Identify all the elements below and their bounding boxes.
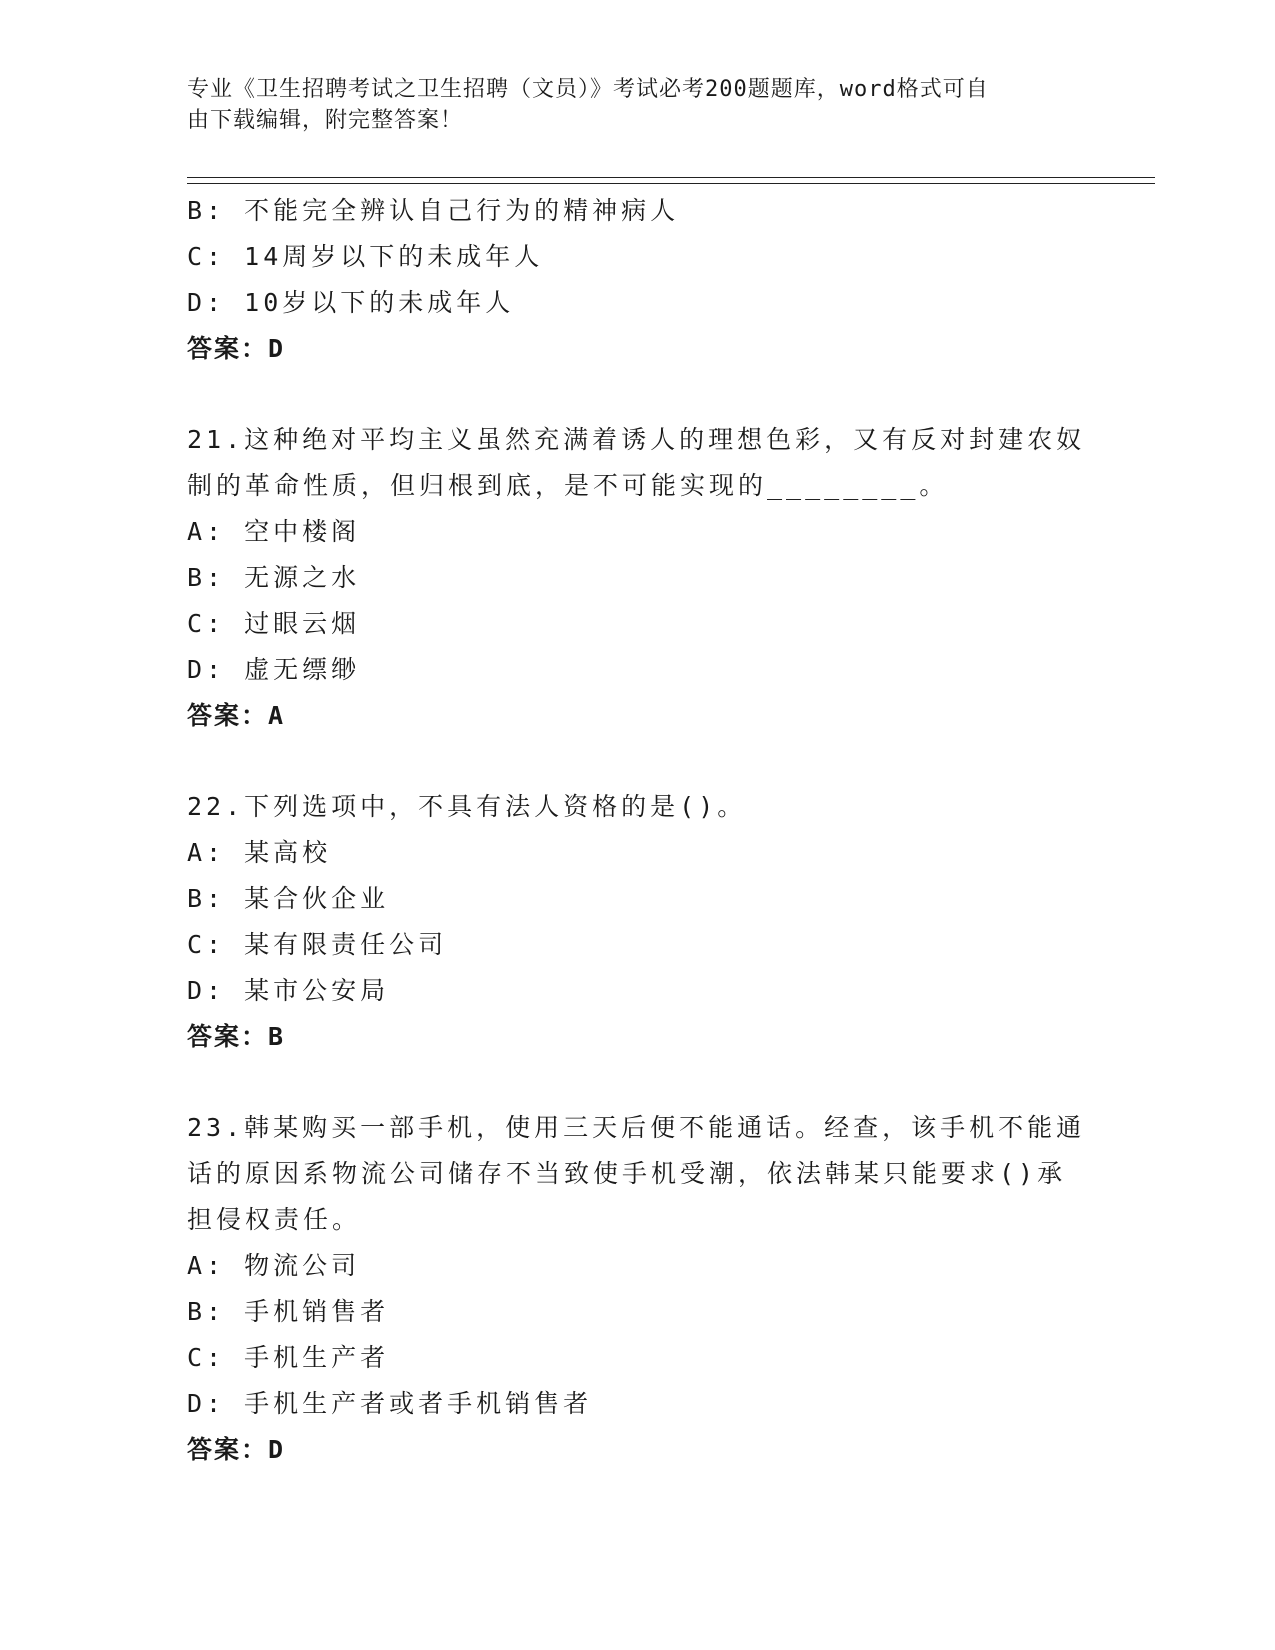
header-divider-top <box>187 177 1155 178</box>
option-d: D: 某市公安局 <box>187 976 390 1005</box>
question-stem <box>187 1105 1087 1243</box>
answer-line: 答案：B <box>187 1022 286 1051</box>
answer-line: 答案：D <box>187 1435 286 1464</box>
option-d: D: 10岁以下的未成年人 <box>187 288 515 317</box>
option-b: B: 不能完全辨认自己行为的精神病人 <box>187 196 680 225</box>
option-a: A: 空中楼阁 <box>187 517 361 546</box>
question-stem <box>187 784 1087 830</box>
option-c: C: 过眼云烟 <box>187 609 361 638</box>
question-stem <box>187 417 1087 509</box>
question-block-21 <box>187 417 1087 739</box>
option-d: D: 手机生产者或者手机销售者 <box>187 1389 593 1418</box>
option-b: B: 手机销售者 <box>187 1297 390 1326</box>
document-header <box>187 74 1087 136</box>
option-c: C: 手机生产者 <box>187 1343 390 1372</box>
stem-line: 担侵权责任。 <box>187 1205 362 1234</box>
question-block-23 <box>187 1105 1087 1473</box>
header-line-2: 由下载编辑，附完整答案！ <box>187 108 464 133</box>
answer-line: 答案：D <box>187 334 286 363</box>
option-b: B: 某合伙企业 <box>187 884 390 913</box>
stem-line: 制的革命性质，但归根到底，是不可能实现的________。 <box>187 471 949 500</box>
question-list <box>187 188 1087 1473</box>
stem-line: 22.下列选项中，不具有法人资格的是()。 <box>187 792 747 821</box>
stem-line: 话的原因系物流公司储存不当致使手机受潮，依法韩某只能要求()承 <box>187 1159 1067 1188</box>
option-c: C: 14周岁以下的未成年人 <box>187 242 544 271</box>
stem-line: 21.这种绝对平均主义虽然充满着诱人的理想色彩，又有反对封建农奴 <box>187 425 1086 454</box>
option-c: C: 某有限责任公司 <box>187 930 448 959</box>
option-a: A: 物流公司 <box>187 1251 361 1280</box>
option-b: B: 无源之水 <box>187 563 361 592</box>
question-block-22 <box>187 784 1087 1060</box>
answer-line: 答案：A <box>187 701 286 730</box>
stem-line: 23.韩某购买一部手机，使用三天后便不能通话。经查，该手机不能通 <box>187 1113 1086 1142</box>
question-block-20 <box>187 188 1087 372</box>
option-a: A: 某高校 <box>187 838 332 867</box>
header-divider-bottom <box>187 183 1155 184</box>
header-line-1: 专业《卫生招聘考试之卫生招聘（文员）》考试必考200题题库，word格式可自 <box>187 77 989 102</box>
option-d: D: 虚无缥缈 <box>187 655 361 684</box>
